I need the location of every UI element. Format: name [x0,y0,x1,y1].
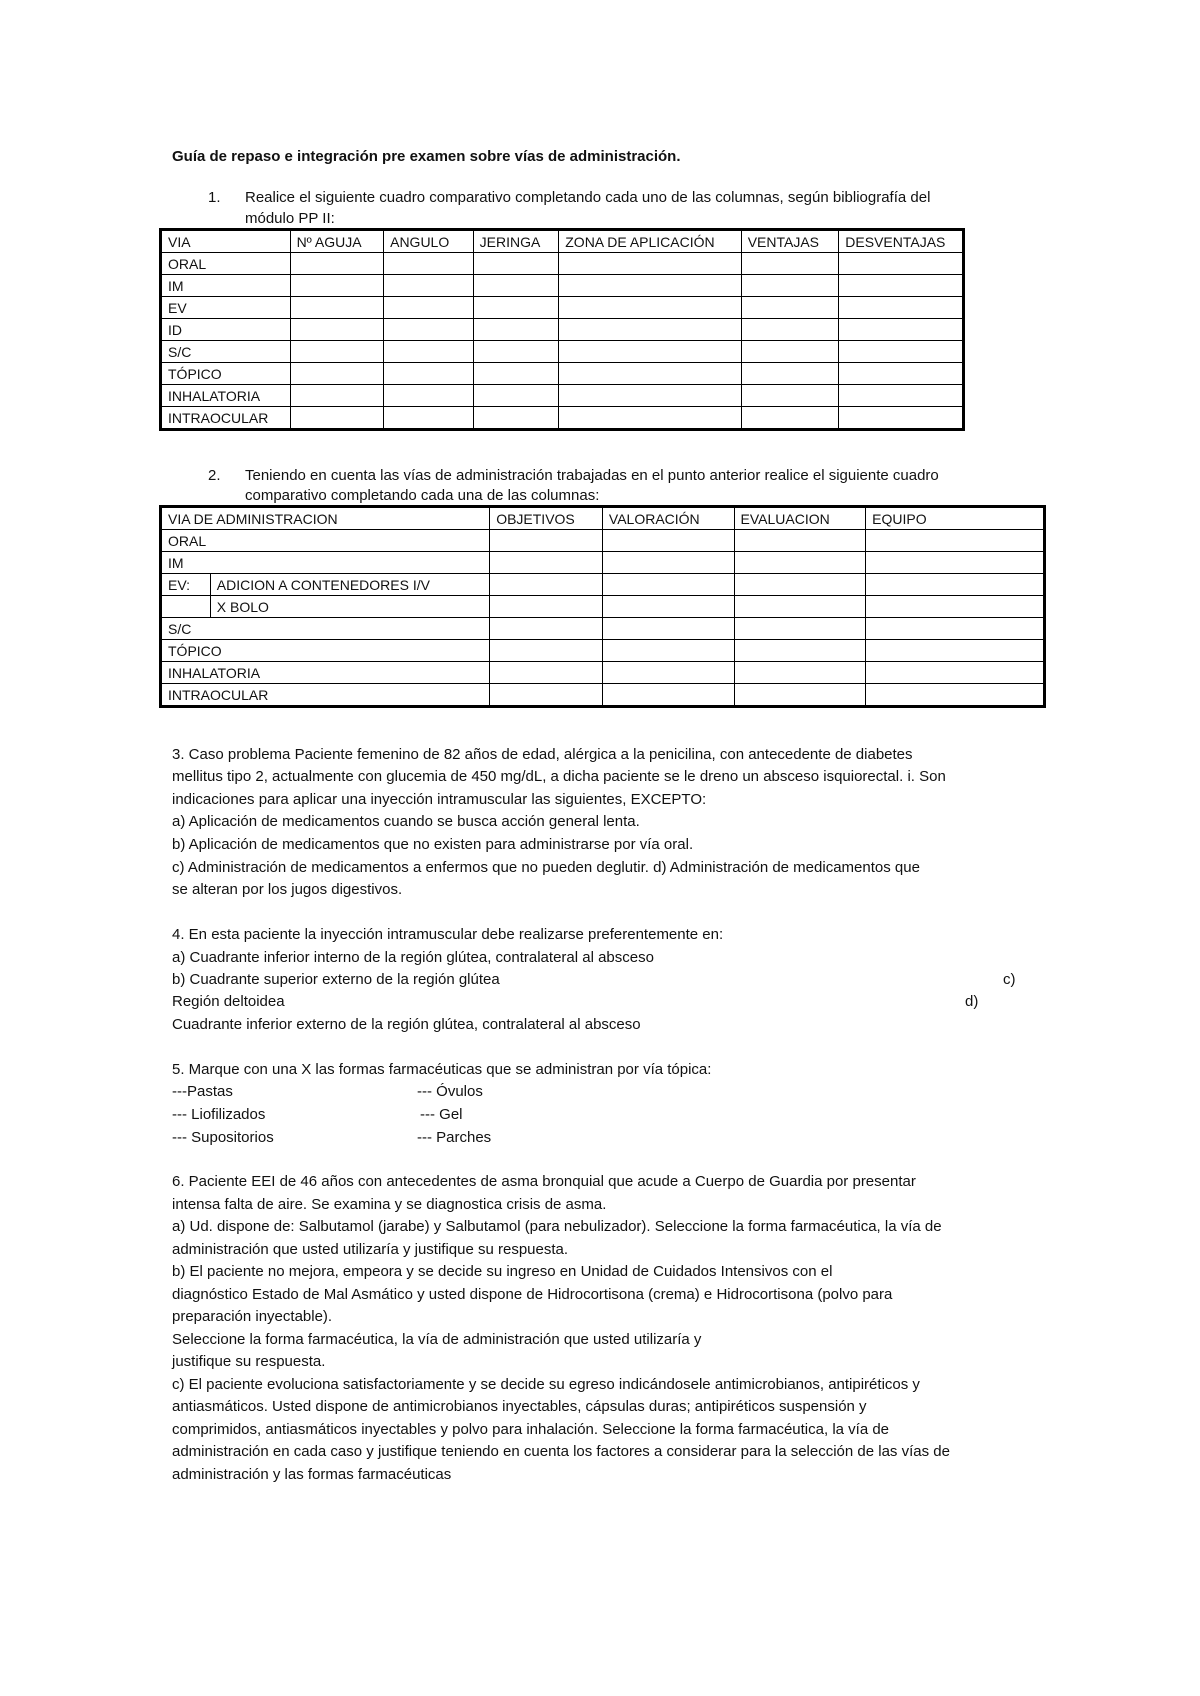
q1-col-header: VENTAJAS [741,230,839,253]
table-cell[interactable] [384,407,474,430]
table-cell[interactable] [490,530,603,552]
q6-line: administración y las formas farmacéuticas [172,1466,452,1483]
q2-col-header: VALORACIÓN [602,507,734,530]
table-cell[interactable] [490,596,603,618]
q2-row-label: INHALATORIA [161,662,490,684]
q2-col-header: EQUIPO [866,507,1045,530]
q2-row-label: INTRAOCULAR [161,684,490,707]
q3-line: b) Aplicación de medicamentos que no existen para administrarse por vía oral. [172,836,694,853]
table-cell[interactable] [734,618,866,640]
q2-row-label: TÓPICO [161,640,490,662]
q1-header-row [161,230,964,253]
q4-option-d: d) [965,993,979,1010]
q2-header-row [161,507,1045,530]
table-cell[interactable] [741,275,839,297]
table-cell[interactable] [734,640,866,662]
table-cell[interactable] [384,253,474,275]
q6-line: c) El paciente evoluciona satisfactoriamente y se decide su egreso indicándosele antimicrobianos, antipiréticos y [172,1376,920,1393]
q1-col-header: VIA [161,230,291,253]
q2-row-label: S/C [161,618,490,640]
table-cell[interactable] [839,341,964,363]
table-cell[interactable] [473,275,559,297]
q5-line: 5. Marque con una X las formas farmacéuticas que se administran por vía tópica: [172,1061,712,1078]
table-cell[interactable] [559,385,741,407]
q4-option-c: c) [1003,971,1016,988]
q6-line: administración en cada caso y justifique teniendo en cuenta los factores a considerar para la selección de las vías de [172,1443,950,1460]
q3-line: mellitus tipo 2, actualmente con glucemia de 450 mg/dL, a dicha paciente se le dreno un absceso isquiorectal. i. Son [172,768,946,785]
q3-line: 3. Caso problema Paciente femenino de 82 años de edad, alérgica a la penicilina, con antecedente de diabetes [172,746,913,763]
table-cell[interactable] [384,341,474,363]
table-cell[interactable] [384,385,474,407]
q4-line: a) Cuadrante inferior interno de la región glútea, contralateral al absceso [172,949,654,966]
q1-number: 1. [208,189,221,206]
q2-col-header: VIA DE ADMINISTRACION [161,507,490,530]
table-cell[interactable] [559,253,741,275]
q2-number: 2. [208,467,221,484]
table-cell[interactable] [490,618,603,640]
table-cell[interactable] [741,407,839,430]
table-cell[interactable] [559,341,741,363]
table-cell[interactable] [866,662,1045,684]
q2-col-header: OBJETIVOS [490,507,603,530]
table-cell[interactable] [602,552,734,574]
table-cell[interactable] [473,319,559,341]
table-cell[interactable] [866,530,1045,552]
table-cell[interactable] [473,385,559,407]
table-cell[interactable] [602,684,734,707]
q4-line: b) Cuadrante superior externo de la región glútea [172,971,500,988]
q1-col-header: Nº AGUJA [290,230,384,253]
q6-line: antiasmáticos. Usted dispone de antimicrobianos inyectables, cápsulas duras; antipiréticos suspensión y [172,1398,867,1415]
q2-row-label: EV: [161,574,211,596]
table-cell[interactable] [839,297,964,319]
q2-text-line1: Teniendo en cuenta las vías de administración trabajadas en el punto anterior realice el siguiente cuadro [245,467,939,484]
q1-table [159,228,965,431]
q1-row-label: ORAL [161,253,291,275]
q4-line: 4. En esta paciente la inyección intramuscular debe realizarse preferentemente en: [172,926,724,943]
q1-text-line2: módulo PP II: [245,210,335,227]
q3-line: a) Aplicación de medicamentos cuando se busca acción general lenta. [172,813,640,830]
q1-row-label: S/C [161,341,291,363]
table-cell[interactable] [734,552,866,574]
q5-option[interactable]: --- Gel [420,1106,463,1123]
table-cell[interactable] [866,552,1045,574]
q3-line: c) Administración de medicamentos a enfermos que no pueden deglutir. d) Administración de medicamentos que [172,859,920,876]
table-row [161,341,964,363]
table-cell[interactable] [866,574,1045,596]
q1-row-label: TÓPICO [161,363,291,385]
q2-row-sublabel: ADICION A CONTENEDORES I/V [210,574,489,596]
table-cell[interactable] [559,363,741,385]
table-cell[interactable] [741,341,839,363]
table-cell[interactable] [473,407,559,430]
table-cell[interactable] [490,662,603,684]
q6-line: Seleccione la forma farmacéutica, la vía de administración que usted utilizaría y [172,1331,702,1348]
q1-row-label: INTRAOCULAR [161,407,291,430]
table-cell[interactable] [290,275,384,297]
table-cell[interactable] [839,407,964,430]
q5-option[interactable]: --- Óvulos [417,1083,483,1100]
q1-col-header: JERINGA [473,230,559,253]
table-cell[interactable] [473,297,559,319]
table-cell[interactable] [602,662,734,684]
table-cell[interactable] [384,319,474,341]
q1-col-header: ANGULO [384,230,474,253]
table-row [161,552,1045,574]
q3-line: se alteran por los jugos digestivos. [172,881,403,898]
table-cell[interactable] [602,596,734,618]
q1-row-label: INHALATORIA [161,385,291,407]
q4-line: Región deltoidea [172,993,285,1010]
table-cell[interactable] [290,407,384,430]
table-cell[interactable] [741,319,839,341]
q1-col-header: ZONA DE APLICACIÓN [559,230,741,253]
q6-line: a) Ud. dispone de: Salbutamol (jarabe) y Salbutamol (para nebulizador). Seleccione la forma farmacéutica, la vía de [172,1218,942,1235]
q6-line: 6. Paciente EEI de 46 años con antecedentes de asma bronquial que acude a Cuerpo de Guardia por presentar [172,1173,916,1190]
table-cell[interactable] [559,319,741,341]
table-cell[interactable] [559,407,741,430]
table-cell[interactable] [734,684,866,707]
table-cell[interactable] [602,574,734,596]
q6-line: diagnóstico Estado de Mal Asmático y usted dispone de Hidrocortisona (crema) e Hidrocortisona (polvo para [172,1286,893,1303]
table-cell[interactable] [839,253,964,275]
table-row [161,640,1045,662]
table-row [161,596,1045,618]
table-row [161,662,1045,684]
table-row [161,530,1045,552]
table-cell[interactable] [602,618,734,640]
q6-line: b) El paciente no mejora, empeora y se decide su ingreso en Unidad de Cuidados Intensivos con el [172,1263,833,1280]
table-cell[interactable] [734,574,866,596]
table-cell[interactable] [490,574,603,596]
table-cell[interactable] [734,530,866,552]
q1-row-label: EV [161,297,291,319]
q5-option[interactable]: --- Supositorios [172,1129,274,1146]
q2-row-sublabel: X BOLO [210,596,489,618]
q2-row-label-empty [161,596,211,618]
table-cell[interactable] [602,640,734,662]
q6-line: justifique su respuesta. [172,1353,326,1370]
table-cell[interactable] [473,253,559,275]
table-cell[interactable] [290,253,384,275]
table-row [161,275,964,297]
table-cell[interactable] [384,363,474,385]
q2-row-label: IM [161,552,490,574]
q1-row-label: IM [161,275,291,297]
q6-line: preparación inyectable). [172,1308,333,1325]
table-cell[interactable] [839,275,964,297]
table-cell[interactable] [384,275,474,297]
table-cell[interactable] [490,640,603,662]
table-row [161,363,964,385]
table-cell[interactable] [290,297,384,319]
table-cell[interactable] [559,297,741,319]
table-row [161,253,964,275]
q6-line: administración que usted utilizaría y justifique su respuesta. [172,1241,569,1258]
q2-table [159,505,1046,708]
table-cell[interactable] [866,640,1045,662]
q2-row-label: ORAL [161,530,490,552]
table-cell[interactable] [384,297,474,319]
q1-row-label: ID [161,319,291,341]
q6-line: intensa falta de aire. Se examina y se diagnostica crisis de asma. [172,1196,607,1213]
q1-text-line1: Realice el siguiente cuadro comparativo completando cada uno de las columnas, según bibliografía del [245,189,931,206]
table-cell[interactable] [741,385,839,407]
table-cell[interactable] [741,297,839,319]
table-cell[interactable] [839,385,964,407]
q3-line: indicaciones para aplicar una inyección intramuscular las siguientes, EXCEPTO: [172,791,707,808]
table-cell[interactable] [839,319,964,341]
q5-option[interactable]: ---Pastas [172,1083,233,1100]
table-row [161,319,964,341]
table-cell[interactable] [734,662,866,684]
table-cell[interactable] [559,275,741,297]
table-cell[interactable] [473,341,559,363]
table-row [161,574,1045,596]
table-cell[interactable] [490,552,603,574]
table-cell[interactable] [490,684,603,707]
table-cell[interactable] [290,385,384,407]
table-cell[interactable] [290,341,384,363]
table-row [161,618,1045,640]
table-cell[interactable] [866,618,1045,640]
table-cell[interactable] [602,530,734,552]
q5-option[interactable]: --- Parches [417,1129,492,1146]
table-row [161,407,964,430]
q2-text-line2: comparativo completando cada una de las columnas: [245,487,600,504]
table-cell[interactable] [741,363,839,385]
table-cell[interactable] [741,253,839,275]
q1-col-header: DESVENTAJAS [839,230,964,253]
table-row [161,385,964,407]
table-cell[interactable] [866,684,1045,707]
q4-line: Cuadrante inferior externo de la región glútea, contralateral al absceso [172,1016,641,1033]
table-cell[interactable] [290,363,384,385]
table-cell[interactable] [734,596,866,618]
table-cell[interactable] [473,363,559,385]
table-cell[interactable] [290,319,384,341]
document-title: Guía de repaso e integración pre examen sobre vías de administración. [172,148,681,165]
table-cell[interactable] [839,363,964,385]
q2-col-header: EVALUACION [734,507,866,530]
table-row [161,684,1045,707]
table-row [161,297,964,319]
q6-line: comprimidos, antiasmáticos inyectables y polvo para inhalación. Seleccione la forma farmacéutica, la vía de [172,1421,890,1438]
table-cell[interactable] [866,596,1045,618]
q5-option[interactable]: --- Liofilizados [172,1106,266,1123]
